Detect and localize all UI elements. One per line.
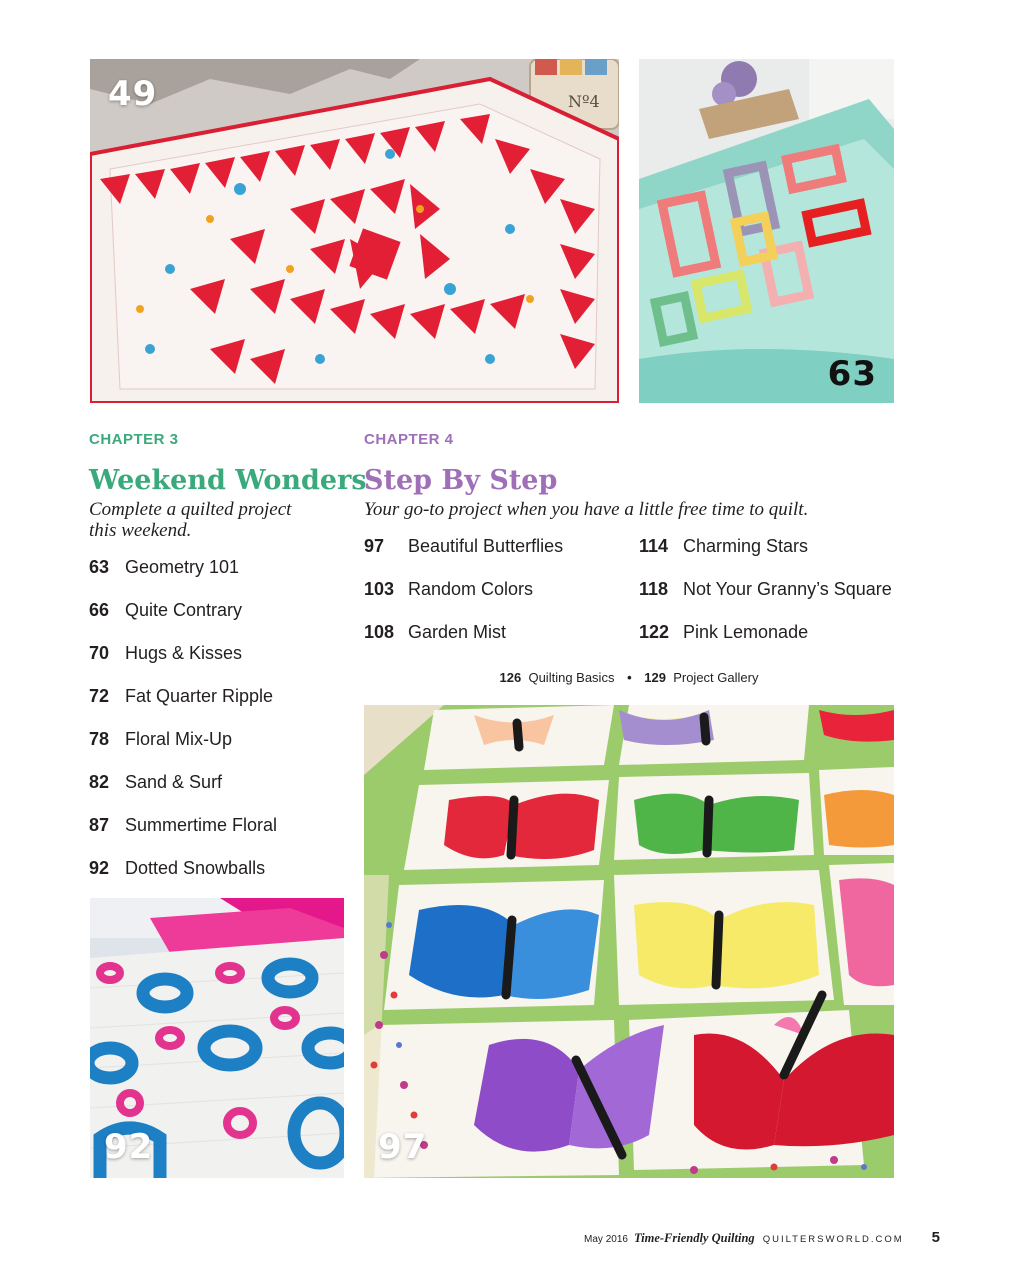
extra-page-number: 126	[499, 670, 522, 685]
crate-label: Nº4	[568, 92, 600, 111]
bullet-separator: •	[627, 670, 632, 685]
toc-page-number: 108	[364, 622, 395, 642]
toc-page-number: 97	[364, 536, 385, 556]
photo-quilt-92	[90, 898, 344, 1178]
extra-title: Project Gallery	[673, 670, 759, 685]
toc-page-number: 70	[89, 643, 110, 663]
website-link[interactable]: QUILTERSWORLD.COM	[762, 1234, 904, 1245]
chapter-3-project-list	[89, 557, 339, 901]
issue-date: May 2016	[584, 1234, 628, 1245]
toc-page-number: 63	[89, 557, 110, 577]
chapter-4-label: CHAPTER 4	[364, 431, 454, 448]
toc-page-number: 72	[89, 686, 110, 706]
chapter-3-description: Complete a quilted project this weekend.	[89, 499, 292, 541]
toc-item[interactable]	[89, 772, 339, 815]
toc-item[interactable]	[89, 686, 339, 729]
extra-item-quilting-basics[interactable]	[500, 670, 615, 685]
magazine-name: Time-Friendly Quilting	[633, 1231, 755, 1245]
toc-item[interactable]	[89, 729, 339, 772]
toc-project-title: Garden Mist	[408, 622, 507, 642]
toc-item[interactable]	[639, 579, 909, 622]
toc-page-number: 78	[89, 729, 110, 749]
toc-item[interactable]	[89, 815, 339, 858]
page-footer	[540, 1229, 940, 1249]
toc-project-title: Fat Quarter Ripple	[125, 686, 274, 706]
extra-sections-line	[364, 670, 894, 685]
extra-item-project-gallery[interactable]	[644, 670, 758, 685]
toc-page-number: 103	[364, 579, 395, 599]
toc-page-number: 118	[639, 579, 669, 599]
toc-page-number: 82	[89, 772, 110, 792]
toc-item[interactable]	[364, 622, 624, 665]
toc-project-title: Quite Contrary	[125, 600, 243, 620]
chapter-4-project-list-left	[364, 536, 624, 665]
toc-project-title: Pink Lemonade	[683, 622, 809, 642]
photo-quilt-97	[364, 705, 894, 1178]
toc-item[interactable]	[364, 536, 624, 579]
toc-project-title: Not Your Granny’s Square	[683, 579, 892, 599]
toc-page-number: 66	[89, 600, 110, 620]
toc-page-number: 114	[639, 536, 669, 556]
toc-item[interactable]	[89, 600, 339, 643]
quilt-illustration-63	[639, 59, 894, 403]
photo-page-number: 49	[108, 74, 158, 114]
quilt-illustration-49	[90, 59, 619, 403]
chapter-3-title: Weekend Wonders	[89, 465, 367, 496]
toc-project-title: Beautiful Butterflies	[408, 536, 564, 556]
page-number: 5	[931, 1229, 940, 1246]
photo-page-number: 63	[827, 354, 877, 394]
chapter-3-label: CHAPTER 3	[89, 431, 179, 448]
toc-project-title: Sand & Surf	[125, 772, 223, 792]
toc-item[interactable]	[364, 579, 624, 622]
chapter-4-project-list-right	[639, 536, 909, 665]
toc-project-title: Floral Mix-Up	[125, 729, 233, 749]
chapter-4-title: Step By Step	[364, 465, 558, 496]
toc-item[interactable]	[89, 557, 339, 600]
toc-item[interactable]	[89, 643, 339, 686]
toc-project-title: Charming Stars	[683, 536, 809, 556]
toc-project-title: Dotted Snowballs	[125, 858, 266, 878]
toc-project-title: Random Colors	[408, 579, 534, 599]
toc-project-title: Summertime Floral	[125, 815, 278, 835]
toc-item[interactable]	[89, 858, 339, 901]
extra-page-number: 129	[644, 670, 666, 685]
toc-item[interactable]	[639, 622, 909, 665]
photo-quilt-49	[90, 59, 619, 403]
toc-page-number: 87	[89, 815, 110, 835]
extra-title: Quilting Basics	[528, 670, 615, 685]
photo-quilt-63	[639, 59, 894, 403]
toc-project-title: Geometry 101	[125, 557, 240, 577]
chapter-4-description: Your go-to project when you have a little free time to quilt.	[364, 499, 809, 520]
photo-page-number: 97	[378, 1127, 428, 1167]
toc-project-title: Hugs & Kisses	[125, 643, 243, 663]
photo-page-number: 92	[104, 1127, 154, 1167]
toc-page-number: 92	[89, 858, 110, 878]
toc-page-number: 122	[639, 622, 670, 642]
quilt-illustration-97	[364, 705, 894, 1178]
toc-item[interactable]	[639, 536, 909, 579]
